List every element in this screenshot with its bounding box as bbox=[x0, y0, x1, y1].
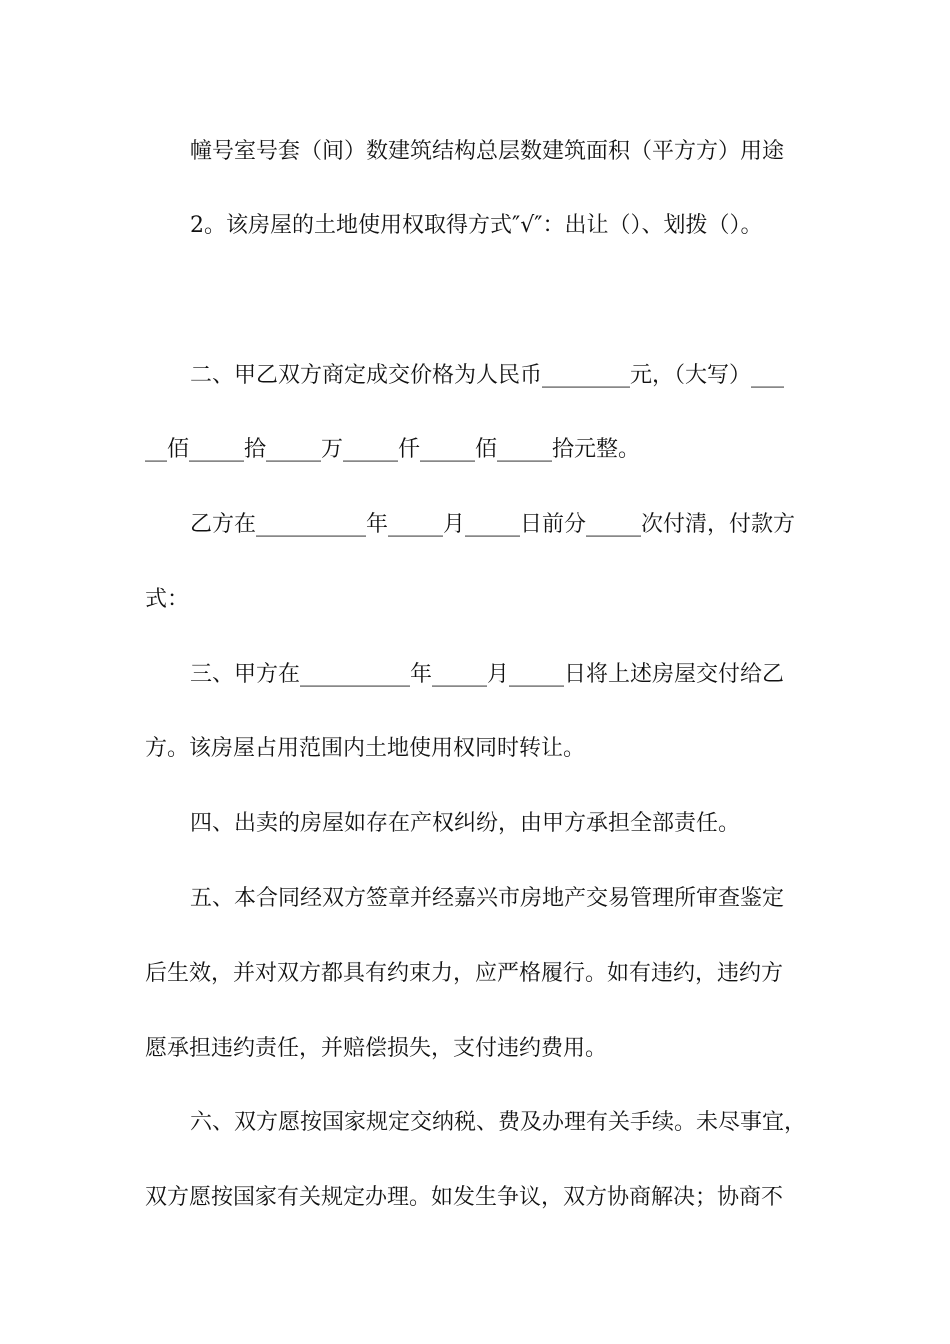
paragraph-line: 式： bbox=[145, 587, 190, 612]
paragraph-line: 五、本合同经双方签章并经嘉兴市房地产交易管理所审查鉴定 bbox=[190, 886, 785, 911]
paragraph-line: 2。该房屋的土地使用权取得方式″√″：出让（）、划拨（）。 bbox=[190, 213, 763, 238]
paragraph-line: 方。该房屋占用范围内土地使用权同时转让。 bbox=[145, 736, 586, 761]
paragraph-line: 三、甲方在__________年_____月_____日将上述房屋交付给乙 bbox=[190, 662, 785, 687]
paragraph-line: __佰_____拾_____万_____仟_____佰_____拾元整。 bbox=[145, 437, 641, 462]
paragraph-line: 四、出卖的房屋如存在产权纠纷，由甲方承担全部责任。 bbox=[190, 811, 741, 836]
paragraph-line: 二、甲乙双方商定成交价格为人民币________元，（大写）___ bbox=[190, 363, 785, 388]
paragraph-line: 乙方在__________年_____月_____日前分_____次付清，付款方 bbox=[190, 512, 796, 537]
paragraph-line: 双方愿按国家有关规定办理。如发生争议，双方协商解决；协商不 bbox=[145, 1185, 784, 1210]
paragraph-line: 愿承担违约责任，并赔偿损失，支付违约费用。 bbox=[145, 1036, 608, 1061]
paragraph-line: 六、双方愿按国家规定交纳税、费及办理有关手续。未尽事宜， bbox=[190, 1110, 807, 1135]
paragraph-line: 幢号室号套（间）数建筑结构总层数建筑面积（平方方）用途 bbox=[190, 139, 785, 164]
paragraph-line: 后生效，并对双方都具有约束力，应严格履行。如有违约，违约方 bbox=[145, 961, 784, 986]
